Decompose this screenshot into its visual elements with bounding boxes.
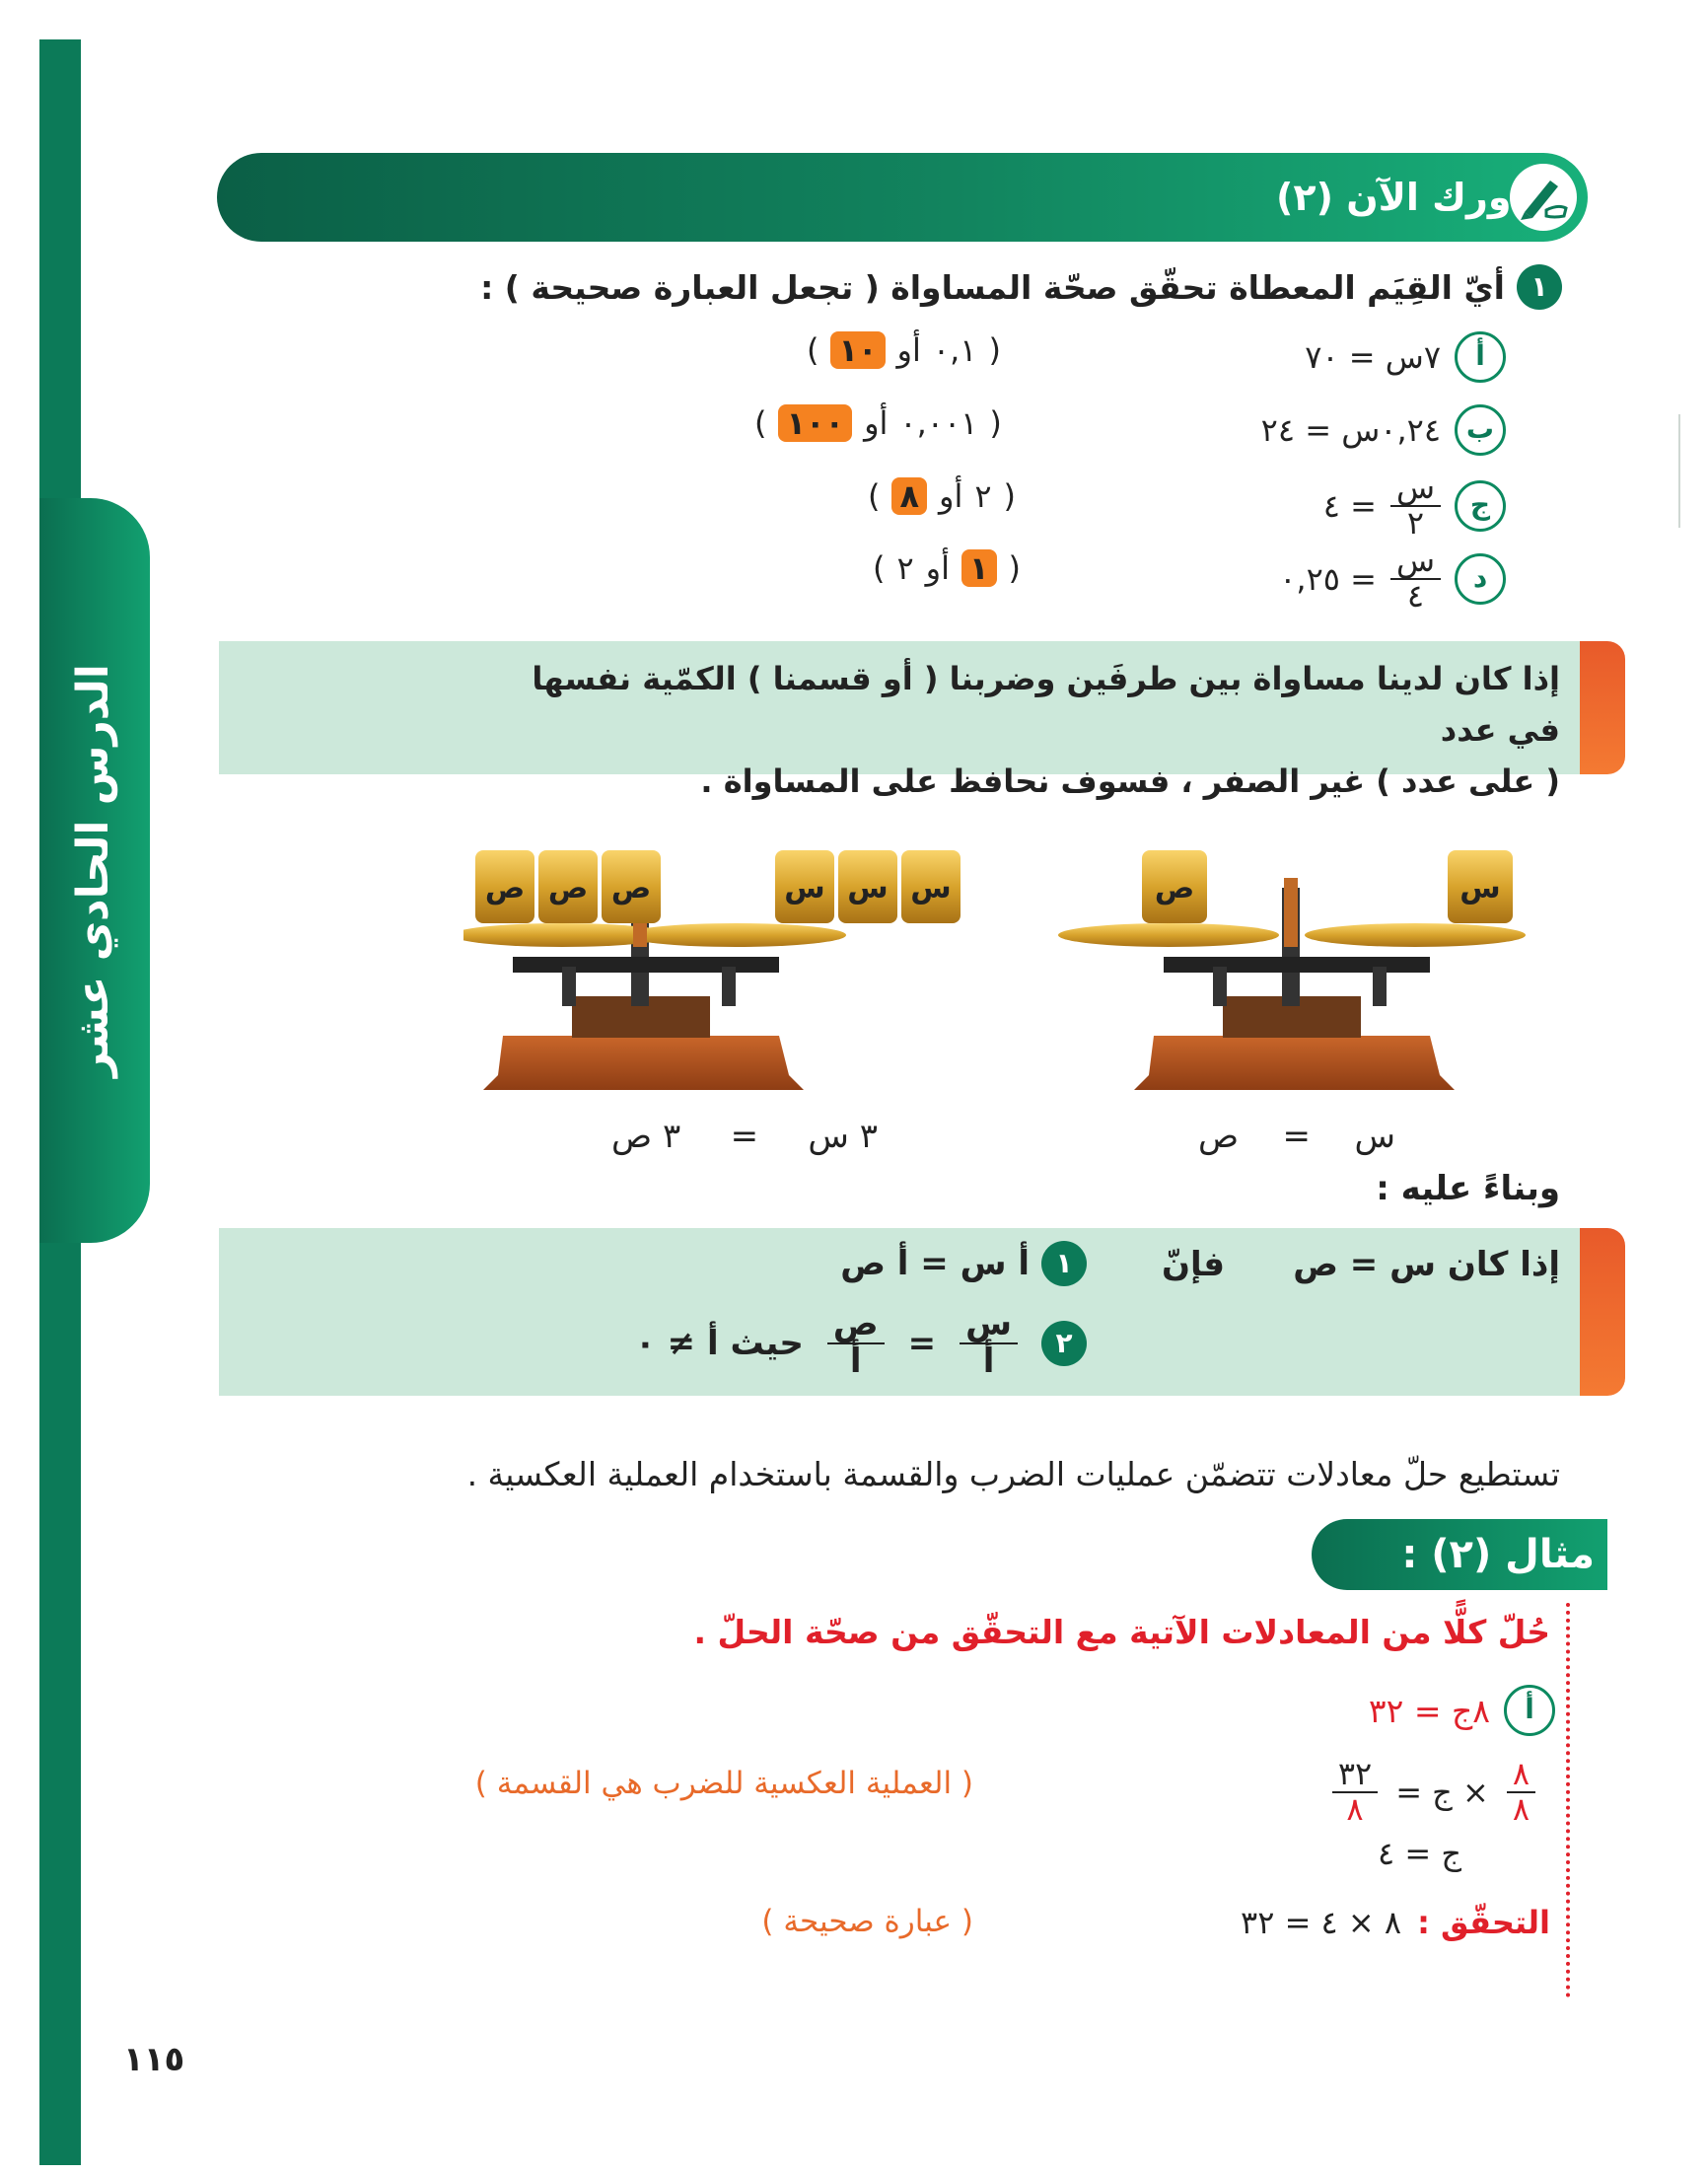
property-box-accent <box>1580 1228 1625 1396</box>
item-d <box>1279 544 1506 613</box>
option-value: ٠,٠٠١ <box>899 404 978 442</box>
step1-middle: × ج = <box>1395 1773 1489 1811</box>
item-fraction <box>1390 471 1441 540</box>
item-a-options <box>807 331 1001 369</box>
rule-line-2: ( على عدد ) غير الصفر ، فسوف نحافظ على المساواة . <box>700 762 1560 800</box>
banner-title: دورك الآن (٢) <box>1276 176 1530 219</box>
property-then: فإنّ <box>1161 1245 1225 1284</box>
or-word: أو <box>864 404 889 442</box>
fraction-denominator: ٤ <box>1406 576 1425 615</box>
fraction-denominator: ٨ <box>1512 1789 1530 1828</box>
weight-label: ص <box>610 871 652 906</box>
paren-close: ) <box>868 477 881 515</box>
or-word: أو <box>896 331 921 369</box>
fraction-numerator: س <box>1390 471 1441 507</box>
page-number: ١١٥ <box>123 2040 185 2079</box>
therefore-label: وبناءً عليه : <box>1376 1169 1560 1208</box>
weight-label: س <box>847 871 889 906</box>
part-letter: أ <box>1504 1685 1555 1736</box>
property-2-eq: = <box>907 1323 937 1363</box>
property-2-rhs <box>827 1304 885 1381</box>
property-2 <box>635 1304 1087 1381</box>
caption-x: س <box>1354 1117 1395 1156</box>
paren-close: ) <box>873 549 886 587</box>
balance-scales-illustration <box>463 829 1568 1124</box>
check-line <box>1241 1904 1550 1941</box>
item-letter: ب <box>1455 404 1506 456</box>
property-if: إذا كان س = ص <box>1293 1245 1560 1284</box>
item-c-options <box>868 477 1016 515</box>
rule-line-1: إذا كان لدينا مساواة بين طرفَين وضربنا ( أو قسمنا ) الكمّية نفسها في عدد <box>532 660 1560 749</box>
option-value: ٢ <box>896 549 914 587</box>
weight-label: س <box>784 871 825 906</box>
rule-text <box>475 653 1560 807</box>
item-d-options <box>873 549 1021 587</box>
fraction-denominator: ٨ <box>1346 1789 1364 1828</box>
solution-step-2: ج = ٤ <box>1378 1835 1461 1872</box>
item-letter: أ <box>1455 331 1506 383</box>
fraction-denominator: أ <box>982 1341 995 1381</box>
item-rhs: = ٠,٢٥ <box>1279 559 1377 598</box>
question-header <box>480 264 1562 310</box>
property-2-number: ٢ <box>1041 1321 1087 1366</box>
property-1 <box>840 1241 1087 1286</box>
fraction-numerator: ٨ <box>1507 1758 1535 1793</box>
edge-mark <box>1678 414 1680 528</box>
lesson-label-wrap <box>53 508 132 1233</box>
item-c <box>1323 471 1506 540</box>
item-rhs: = ٤ <box>1322 486 1377 525</box>
caption-y: ص <box>1198 1117 1240 1156</box>
left-scale-caption <box>611 1117 878 1156</box>
question-number: ١ <box>1517 264 1562 310</box>
rule-box-accent <box>1580 641 1625 774</box>
example-part-a <box>1369 1685 1555 1736</box>
step1-fraction-a <box>1507 1755 1535 1828</box>
fraction-numerator: س <box>1390 544 1441 580</box>
part-equation: ٨ج = ٣٢ <box>1368 1691 1490 1730</box>
right-scale-caption <box>1198 1117 1395 1156</box>
property-1-text: أ س = أ ص <box>840 1244 1030 1283</box>
property-2-condition: حيث أ ≠ ٠ <box>635 1323 804 1363</box>
property-1-number: ١ <box>1041 1241 1087 1286</box>
fraction-numerator: ٣٢ <box>1332 1758 1378 1793</box>
weight-label: س <box>910 871 952 906</box>
correct-option: ٨ <box>891 477 927 515</box>
caption-y: ٣ ص <box>611 1117 681 1156</box>
paren-open: ( <box>1008 549 1022 587</box>
or-word: أو <box>925 549 951 587</box>
weight-label: ص <box>547 871 589 906</box>
correct-option: ١ <box>961 549 997 587</box>
paren-open: ( <box>989 404 1002 442</box>
example-instruction: حُلّ كلًّا من المعادلات الآتية مع التحقّق من صحّة الحلّ . <box>693 1613 1550 1651</box>
example-title: مثال (٢) : <box>1401 1532 1595 1577</box>
paren-close: ) <box>754 404 767 442</box>
item-a <box>1305 331 1506 383</box>
item-fraction <box>1390 544 1441 613</box>
check-label: التحقّق : <box>1417 1904 1550 1941</box>
property-2-lhs <box>960 1304 1018 1381</box>
intro-sentence: تستطيع حلّ معادلات تتضمّن عمليات الضرب والقسمة باستخدام العملية العكسية . <box>466 1455 1560 1493</box>
item-letter: ج <box>1455 480 1506 532</box>
or-word: أو <box>939 477 963 515</box>
paren-close: ) <box>807 331 819 369</box>
check-note: ( عبارة صحيحة ) <box>761 1904 973 1939</box>
paren-open: ( <box>988 331 1001 369</box>
question-text: أيّ القِيَم المعطاة تحقّق صحّة المساواة ( تجعل العبارة صحيحة ) : <box>480 267 1505 307</box>
check-expression: ٨ × ٤ = ٣٢ <box>1241 1904 1402 1941</box>
correct-option: ١٠٠ <box>778 404 852 442</box>
fraction-numerator: ص <box>827 1307 885 1344</box>
item-b-options <box>754 404 1002 442</box>
correct-option: ١٠ <box>830 331 885 369</box>
option-value: ٢ <box>974 477 992 515</box>
caption-eq: = <box>730 1117 759 1156</box>
weight-label: س <box>1459 871 1501 906</box>
step1-fraction-b <box>1332 1755 1378 1828</box>
caption-x: ٣ س <box>808 1117 878 1156</box>
weight-label: ص <box>484 871 526 906</box>
solution-step-1 <box>1332 1755 1535 1828</box>
fraction-numerator: س <box>960 1307 1018 1344</box>
option-value: ٠,١ <box>932 331 977 369</box>
item-b <box>1261 404 1506 456</box>
step1-note: ( العملية العكسية للضرب هي القسمة ) <box>474 1766 973 1801</box>
paren-open: ( <box>1003 477 1017 515</box>
item-letter: د <box>1455 553 1506 605</box>
fraction-denominator: ٢ <box>1406 503 1425 542</box>
item-equation: ٧س = ٧٠ <box>1305 338 1441 376</box>
caption-eq: = <box>1282 1117 1312 1156</box>
weight-label: ص <box>1154 871 1195 906</box>
lesson-label: الدرس الحادي عشر <box>67 664 118 1077</box>
example-dotted-line <box>1566 1603 1570 1997</box>
fraction-denominator: أ <box>849 1341 862 1381</box>
item-equation: ٠,٢٤س = ٢٤ <box>1260 411 1441 449</box>
